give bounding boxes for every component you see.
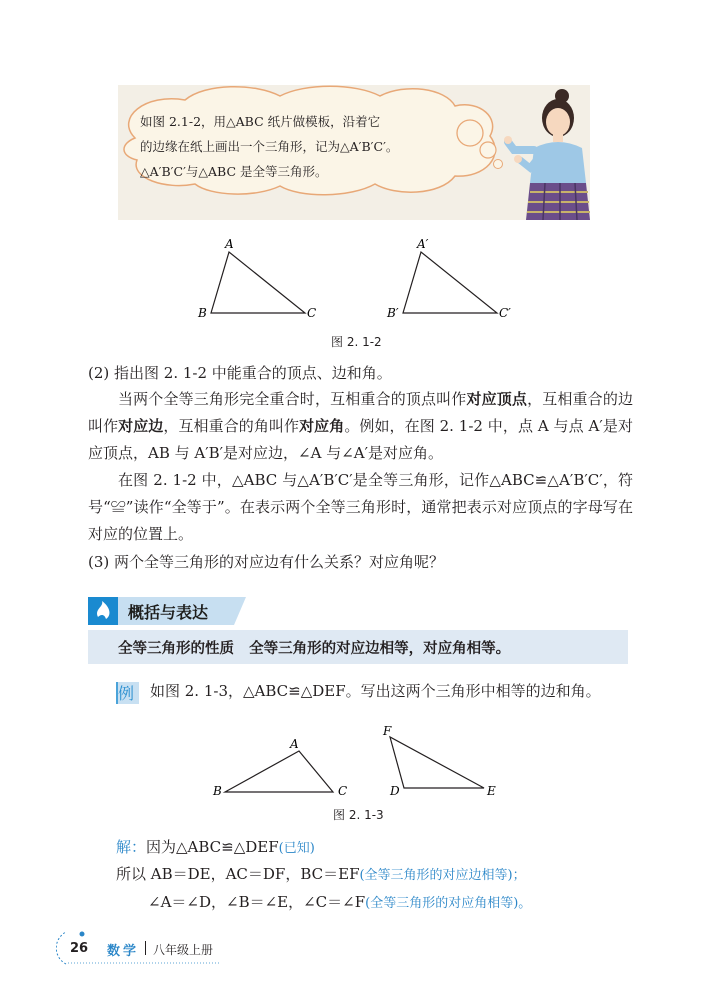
label-E: E xyxy=(487,784,496,798)
bubble-line-3: △A′B′C′与△ABC 是全等三角形。 xyxy=(140,164,328,179)
label-C: C xyxy=(307,306,317,320)
figure-caption-2: 图 2. 1-3 xyxy=(333,808,384,822)
footer-separator xyxy=(145,941,146,955)
definition-paragraph: 当两个全等三角形完全重合时，互相重合的顶点叫作对应顶点，互相重合的边叫作对应边，互相重合的角叫作对应角。例如，在图 2. 1-2 中，点 A 与点 A′是对应顶点，AB 与 A′B′是对应边，∠A 与∠A′是对应角。 xyxy=(88,390,633,462)
solution-line-3: ∠A＝∠D，∠B＝∠E，∠C＝∠F(全等三角形的对应角相等)。 xyxy=(148,893,532,911)
solution-line-1: 解：因为△ABC≌△DEF(已知) xyxy=(116,838,315,856)
solution-line-2: 所以 AB＝DE，AC＝DF，BC＝EF(全等三角形的对应边相等)； xyxy=(116,865,526,883)
bubble-line-2: 的边缘在纸上画出一个三角形，记为△A′B′C′。 xyxy=(140,139,399,154)
property-text: 全等三角形的对应边相等，对应角相等。 xyxy=(249,641,511,657)
label-B1: B′ xyxy=(387,306,399,320)
question-3: (3) 两个全等三角形的对应边有什么关系？对应角呢？ xyxy=(88,553,445,571)
book-name: 数学 xyxy=(107,944,140,959)
section-title: 概括与表达 xyxy=(128,603,209,622)
solution-head: 解： xyxy=(116,838,147,856)
triangle-def xyxy=(390,737,484,788)
label-C1: C′ xyxy=(499,306,511,320)
triangle-abc-2 xyxy=(225,751,333,792)
label-B: B xyxy=(198,306,207,320)
label-F: F xyxy=(383,724,392,738)
label-C2: C xyxy=(338,784,348,798)
figure-caption-1: 图 2. 1-2 xyxy=(331,335,382,349)
grade-label: 八年级上册 xyxy=(153,943,214,957)
example-text: 如图 2. 1-3，△ABC≌△DEF。写出这两个三角形中相等的边和角。 xyxy=(150,682,601,700)
label-B2: B xyxy=(213,784,222,798)
label-A: A xyxy=(225,237,234,251)
label-A2: A xyxy=(290,737,299,751)
example-tag: 例 xyxy=(118,684,135,703)
property-label: 全等三角形的性质 xyxy=(118,641,234,657)
page-number: 26 xyxy=(70,941,89,956)
label-D: D xyxy=(390,784,400,798)
question-2: (2) 指出图 2. 1-2 中能重合的顶点、边和角。 xyxy=(88,364,392,382)
label-A1: A′ xyxy=(417,237,429,251)
bubble-line-1: 如图 2.1-2，用△ABC 纸片做模板，沿着它 xyxy=(140,114,381,129)
notation-paragraph: 在图 2. 1-2 中，△ABC 与△A′B′C′是全等三角形，记作△ABC≌△A′B′C′，符号“≌”读作“全等于”。在表示两个全等三角形时，通常把表示对应顶点的字母写在对应的位置上。 xyxy=(88,471,633,543)
